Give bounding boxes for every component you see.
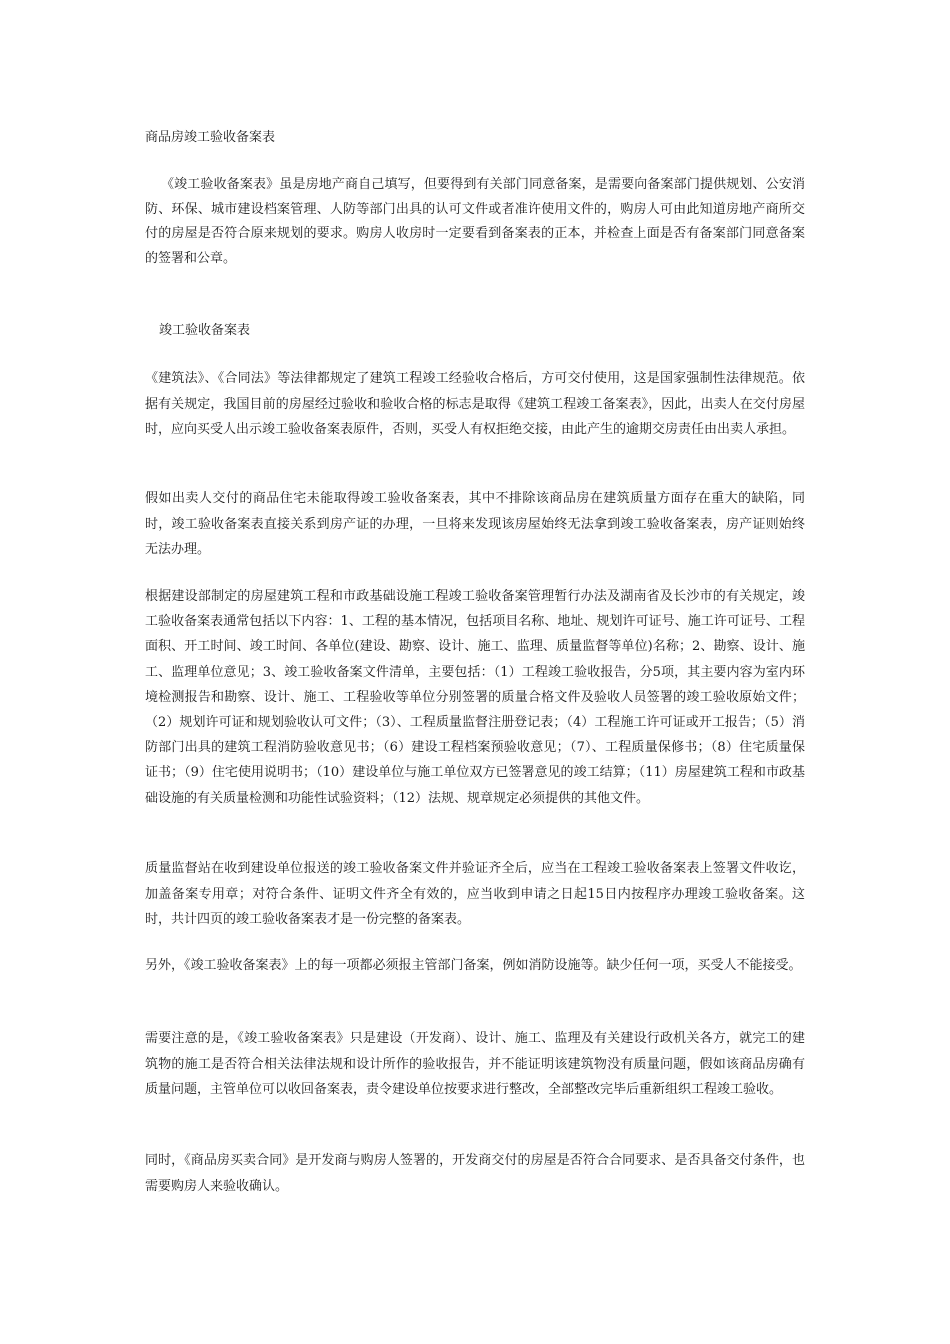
intro-paragraph: 《竣工验收备案表》虽是房地产商自己填写，但要得到有关部门同意备案，是需要向备案部门提供规划、公安消防、环保、城市建设档案管理、人防等部门出具的认可文件或者准许使用文件的，购房人可由此知道房地产商所交付的房屋是否符合原来规划的要求。购房人收房时一定要看到备案表的正本，并检查上面是否有备案部门同意备案的签署和公章。 xyxy=(145,177,805,266)
body-paragraph: 需要注意的是，《竣工验收备案表》只是建设（开发商）、设计、施工、监理及有关建设行政机关各方，就完工的建筑物的施工是否符合相关法律法规和设计所作的验收报告，并不能证明该建筑物没有质量问题，假如该商品房确有质量问题，主管单位可以收回备案表，责令建设单位按要求进行整改，全部整改完毕后重新组织工程竣工验收。 xyxy=(145,1031,805,1097)
document-title: 商品房竣工验收备案表 xyxy=(145,130,276,145)
body-paragraph: 《建筑法》、《合同法》等法律都规定了建筑工程竣工经验收合格后，方可交付使用，这是国家强制性法律规范。依据有关规定，我国目前的房屋经过验收和验收合格的标志是取得《建筑工程竣工备案表》，因此，出卖人在交付房屋时，应向买受人出示竣工验收备案表原件，否则，买受人有权拒绝交接，由此产生的逾期交房责任由出卖人承担。 xyxy=(145,371,805,437)
body-paragraph: 另外，《竣工验收备案表》上的每一项都必须报主管部门备案，例如消防设施等。缺少任何一项，买受人不能接受。 xyxy=(145,958,802,973)
body-paragraph: 质量监督站在收到建设单位报送的竣工验收备案文件并验证齐全后，应当在工程竣工验收备案表上签署文件收讫，加盖备案专用章；对符合条件、证明文件齐全有效的，应当收到申请之日起15日内按程序办理竣工验收备案。这时，共计四页的竣工验收备案表才是一份完整的备案表。 xyxy=(145,861,805,927)
body-paragraph: 同时，《商品房买卖合同》是开发商与购房人签署的，开发商交付的房屋是否符合合同要求、是否具备交付条件，也需要购房人来验收确认。 xyxy=(145,1153,805,1194)
body-paragraph: 根据建设部制定的房屋建筑工程和市政基础设施工程竣工验收备案管理暂行办法及湖南省及长沙市的有关规定，竣工验收备案表通常包括以下内容：1、工程的基本情况，包括项目名称、地址、规划许可证号、施工许可证号、工程面积、开工时间、竣工时间、各单位(建设、勘察、设计、施工、监理、质量监督等单位)名称；2、勘察、设计、施工、监理单位意见；3、竣工验收备案文件清单，主要包括：（1）工程竣工验收报告，分5项，其主要内容为室内环境检测报告和勘察、设计、施工、工程验收等单位分别签署的质量合格文件及验收人员签署的竣工验收原始文件；（2）规划许可证和规划验收认可文件；（3）、工程质量监督注册登记表；（4）工程施工许可证或开工报告；（5）消防部门出具的建筑工程消防验收意见书；（6）建设工程档案预验收意见；（7）、工程质量保修书；（8）住宅质量保证书；（9）住宅使用说明书；（10）建设单位与施工单位双方已签署意见的竣工结算；（11）房屋建筑工程和市政基础设施的有关质量检测和功能性试验资料；（12）法规、规章规定必须提供的其他文件。 xyxy=(145,589,805,806)
section-subtitle: 竣工验收备案表 xyxy=(159,323,251,338)
body-paragraph: 假如出卖人交付的商品住宅未能取得竣工验收备案表，其中不排除该商品房在建筑质量方面存在重大的缺陷，同时，竣工验收备案表直接关系到房产证的办理，一旦将来发现该房屋始终无法拿到竣工验收备案表，房产证则始终无法办理。 xyxy=(145,491,805,557)
